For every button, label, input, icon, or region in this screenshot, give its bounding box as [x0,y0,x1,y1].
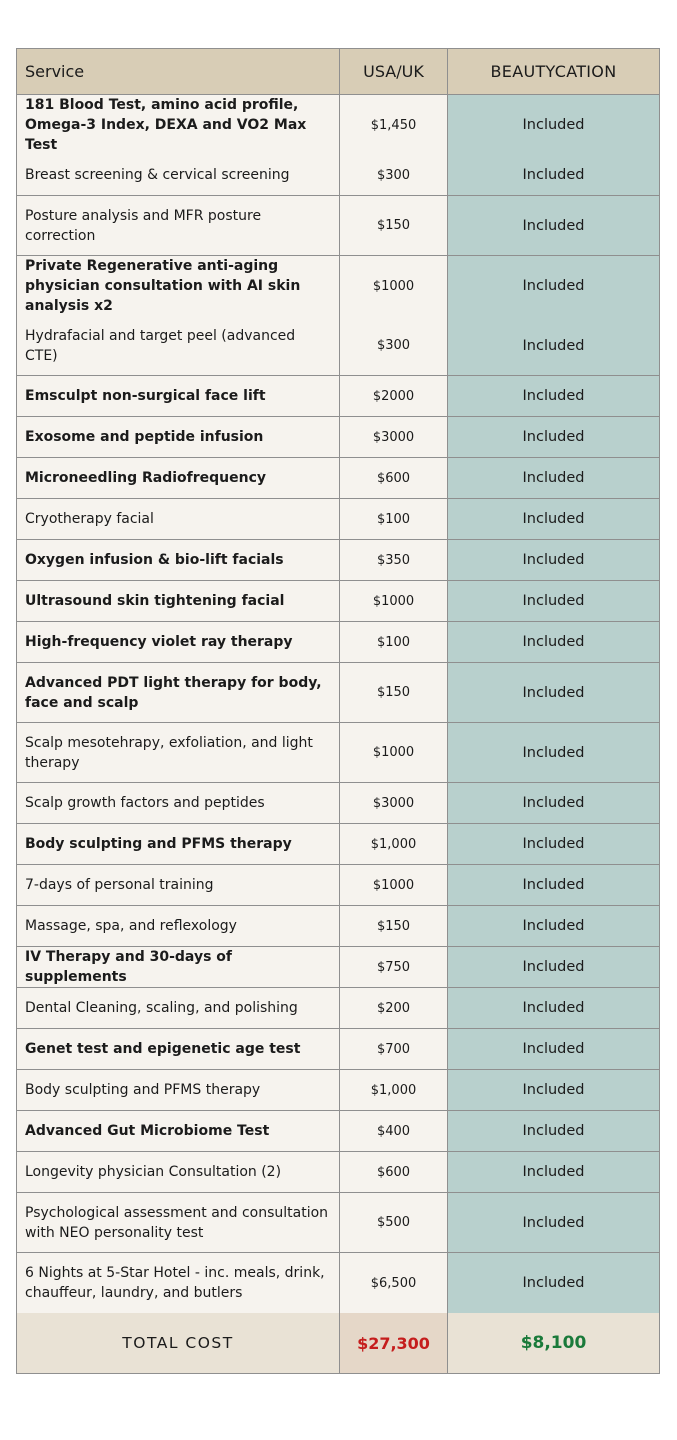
service-cell: Body sculpting and PFMS therapy [17,1070,339,1110]
usa-uk-price-cell: $350 [339,540,447,580]
usa-uk-price-cell: $1,450 [339,95,447,155]
table-row [17,723,659,783]
service-cell: 7-days of personal training [17,865,339,905]
usa-uk-price-cell: $150 [339,663,447,722]
service-cell: Oxygen infusion & bio-lift facials [17,540,339,580]
table-row [17,906,659,947]
service-cell: Posture analysis and MFR posture correction [17,196,339,255]
beautycation-cell: Included [447,988,659,1028]
service-cell: IV Therapy and 30-days of supplements [17,947,339,987]
beautycation-cell: Included [447,196,659,255]
total-label: TOTAL COST [17,1313,339,1373]
usa-uk-price-cell: $1,000 [339,1070,447,1110]
beautycation-cell: Included [447,865,659,905]
table-row [17,1029,659,1070]
service-cell: Breast screening & cervical screening [17,155,339,195]
usa-uk-price-cell: $200 [339,988,447,1028]
table-header-row [17,49,659,95]
beautycation-cell: Included [447,155,659,195]
beautycation-cell: Included [447,256,659,316]
table-row [17,95,659,155]
table-row [17,865,659,906]
beautycation-cell: Included [447,581,659,621]
service-cell: Cryotherapy facial [17,499,339,539]
beautycation-cell: Included [447,1070,659,1110]
usa-uk-price-cell: $3000 [339,783,447,823]
table-row [17,256,659,316]
beautycation-cell: Included [447,1253,659,1313]
service-cell: Genet test and epigenetic age test [17,1029,339,1069]
total-row [17,1313,659,1373]
beautycation-cell: Included [447,622,659,662]
table-row [17,1253,659,1313]
beautycation-cell: Included [447,95,659,155]
beautycation-cell: Included [447,947,659,987]
service-cell: 6 Nights at 5-Star Hotel - inc. meals, drink, chauffeur, laundry, and butlers [17,1253,339,1313]
beautycation-cell: Included [447,783,659,823]
usa-uk-price-cell: $1,000 [339,824,447,864]
service-cell: Longevity physician Consultation (2) [17,1152,339,1192]
table-row [17,783,659,824]
beautycation-cell: Included [447,316,659,375]
usa-uk-price-cell: $1000 [339,865,447,905]
usa-uk-price-cell: $3000 [339,417,447,457]
usa-uk-price-cell: $150 [339,906,447,946]
table-row [17,458,659,499]
table-row [17,499,659,540]
usa-uk-price-cell: $600 [339,458,447,498]
service-cell: Emsculpt non-surgical face lift [17,376,339,416]
usa-uk-price-cell: $700 [339,1029,447,1069]
header-service: Service [17,49,339,94]
service-cell: 181 Blood Test, amino acid profile, Omega-3 Index, DEXA and VO2 Max Test [17,95,339,155]
usa-uk-price-cell: $500 [339,1193,447,1252]
beautycation-cell: Included [447,824,659,864]
beautycation-cell: Included [447,499,659,539]
usa-uk-price-cell: $2000 [339,376,447,416]
header-usa-uk: USA/UK [339,49,447,94]
usa-uk-price-cell: $1000 [339,256,447,316]
beautycation-cell: Included [447,540,659,580]
service-cell: Psychological assessment and consultation with NEO personality test [17,1193,339,1252]
table-row [17,663,659,723]
table-row [17,1193,659,1253]
usa-uk-price-cell: $1000 [339,723,447,782]
table-row [17,1070,659,1111]
beautycation-cell: Included [447,663,659,722]
service-cell: Scalp mesotehrapy, exfoliation, and light therapy [17,723,339,782]
table-row [17,376,659,417]
total-usa-uk: $27,300 [339,1313,447,1373]
beautycation-cell: Included [447,1111,659,1151]
table-row [17,155,659,196]
service-cell: Scalp growth factors and peptides [17,783,339,823]
usa-uk-price-cell: $600 [339,1152,447,1192]
usa-uk-price-cell: $6,500 [339,1253,447,1313]
usa-uk-price-cell: $750 [339,947,447,987]
service-cell: Ultrasound skin tightening facial [17,581,339,621]
table-row [17,1111,659,1152]
beautycation-cell: Included [447,906,659,946]
usa-uk-price-cell: $400 [339,1111,447,1151]
table-body [17,95,659,1313]
table-row [17,988,659,1029]
beautycation-cell: Included [447,723,659,782]
table-row [17,540,659,581]
service-cell: Hydrafacial and target peel (advanced CTE) [17,316,339,375]
service-cell: Advanced PDT light therapy for body, face and scalp [17,663,339,722]
service-cell: Private Regenerative anti-aging physician consultation with AI skin analysis x2 [17,256,339,316]
service-cell: Massage, spa, and reflexology [17,906,339,946]
header-beautycation: BEAUTYCATION [447,49,659,94]
table-row [17,316,659,376]
service-cell: Microneedling Radiofrequency [17,458,339,498]
price-comparison-table [16,48,660,1374]
service-cell: Body sculpting and PFMS therapy [17,824,339,864]
beautycation-cell: Included [447,1029,659,1069]
table-row [17,622,659,663]
beautycation-cell: Included [447,417,659,457]
usa-uk-price-cell: $150 [339,196,447,255]
usa-uk-price-cell: $300 [339,316,447,375]
table-row [17,824,659,865]
table-row [17,196,659,256]
usa-uk-price-cell: $1000 [339,581,447,621]
table-row [17,947,659,988]
usa-uk-price-cell: $300 [339,155,447,195]
beautycation-cell: Included [447,1152,659,1192]
usa-uk-price-cell: $100 [339,499,447,539]
service-cell: Exosome and peptide infusion [17,417,339,457]
beautycation-cell: Included [447,458,659,498]
total-beautycation: $8,100 [447,1313,659,1373]
service-cell: Dental Cleaning, scaling, and polishing [17,988,339,1028]
table-row [17,1152,659,1193]
usa-uk-price-cell: $100 [339,622,447,662]
service-cell: Advanced Gut Microbiome Test [17,1111,339,1151]
table-row [17,581,659,622]
beautycation-cell: Included [447,1193,659,1252]
table-row [17,417,659,458]
beautycation-cell: Included [447,376,659,416]
service-cell: High-frequency violet ray therapy [17,622,339,662]
